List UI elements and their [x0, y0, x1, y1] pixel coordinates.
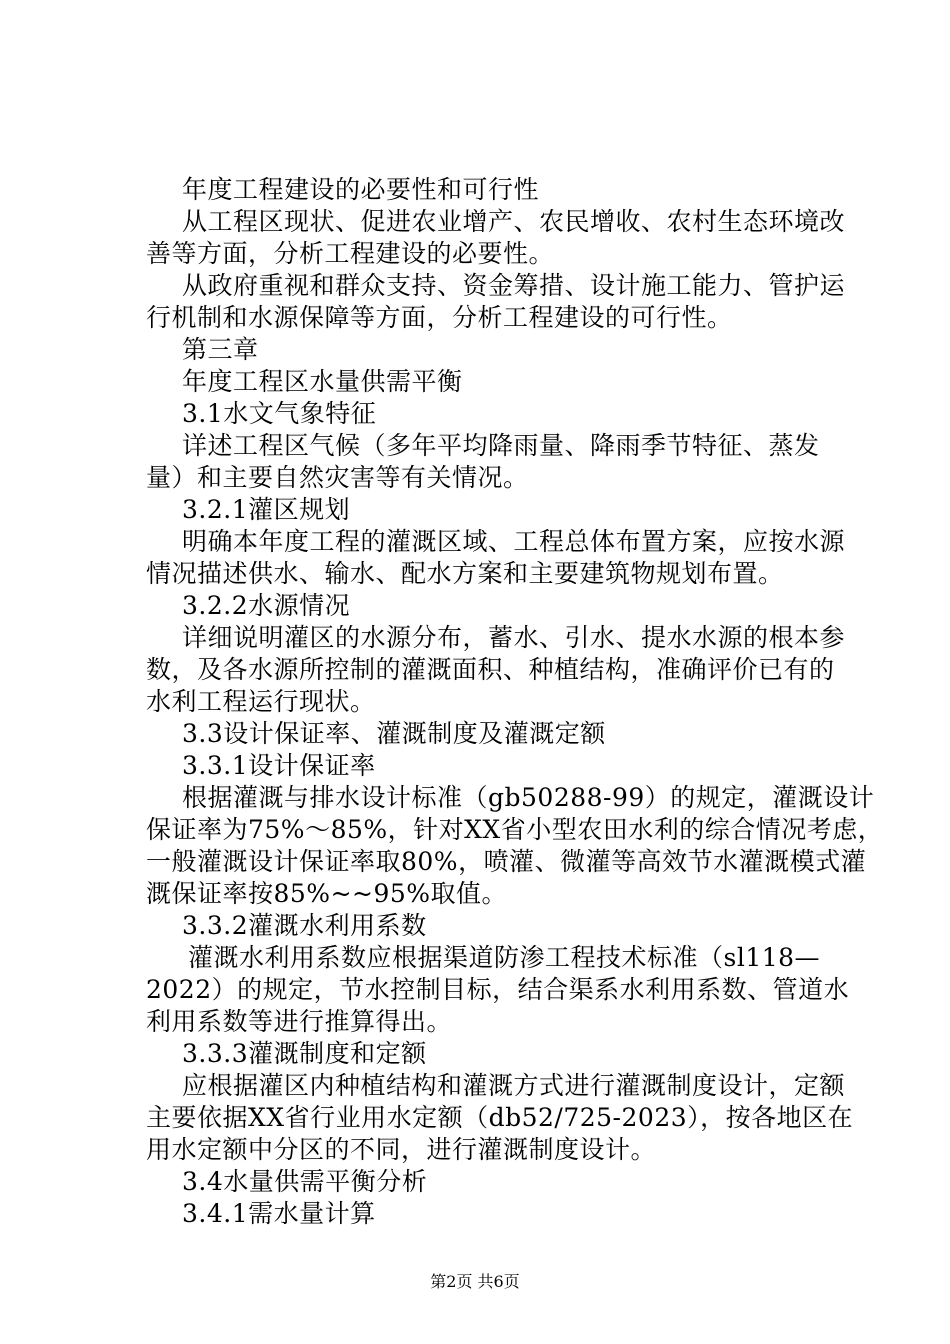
paragraph-line: 详细说明灌区的水源分布，蓄水、引水、提水水源的根本参 [182, 623, 846, 652]
section-heading: 年度工程建设的必要性和可行性 [182, 175, 540, 204]
paragraph-line: 从工程区现状、促进农业增产、农民增收、农村生态环境改 [182, 207, 846, 236]
paragraph-line: 量）和主要自然灾害等有关情况。 [146, 463, 529, 492]
section-heading: 3.3.3灌溉制度和定额 [182, 1039, 427, 1068]
paragraph-line: 溉保证率按85%~~95%取值。 [146, 879, 508, 908]
section-heading: 3.2.1灌区规划 [182, 495, 351, 524]
paragraph-line: 保证率为75%～85%，针对XX省小型农田水利的综合情况考虑， [146, 815, 884, 844]
paragraph-line: 水利工程运行现状。 [146, 687, 376, 716]
paragraph-line: 主要依据XX省行业用水定额（db52/725-2023），按各地区在 [146, 1103, 854, 1132]
paragraph-line: 根据灌溉与排水设计标准（gb50288-99）的规定，灌溉设计 [182, 783, 875, 812]
section-heading: 3.3设计保证率、灌溉制度及灌溉定额 [182, 719, 606, 748]
section-heading: 3.4.1需水量计算 [182, 1199, 376, 1228]
paragraph-line: 详述工程区气候（多年平均降雨量、降雨季节特征、蒸发 [182, 431, 820, 460]
paragraph-line: 行机制和水源保障等方面，分析工程建设的可行性。 [146, 303, 733, 332]
paragraph-line: 一般灌溉设计保证率取80%，喷灌、微灌等高效节水灌溉模式灌 [146, 847, 867, 876]
paragraph-line: 明确本年度工程的灌溉区域、工程总体布置方案，应按水源 [182, 527, 846, 556]
section-heading: 3.1水文气象特征 [182, 399, 377, 428]
section-heading: 3.3.1设计保证率 [182, 751, 376, 780]
section-heading: 3.2.2水源情况 [182, 591, 351, 620]
chapter-heading: 第三章 [182, 335, 259, 364]
paragraph-line: 用水定额中分区的不同，进行灌溉制度设计。 [146, 1135, 657, 1164]
paragraph-line: 善等方面，分析工程建设的必要性。 [146, 239, 555, 268]
paragraph-line: 应根据灌区内种植结构和灌溉方式进行灌溉制度设计，定额 [182, 1071, 846, 1100]
paragraph-line: 2022）的规定，节水控制目标，结合渠系水利用系数、管道水 [146, 975, 850, 1004]
paragraph-line: 从政府重视和群众支持、资金筹措、设计施工能力、管护运 [182, 271, 846, 300]
page-number-footer: 第2页 共6页 [430, 1272, 520, 1291]
paragraph-line: 情况描述供水、输水、配水方案和主要建筑物规划布置。 [146, 559, 784, 588]
paragraph-line: 数，及各水源所控制的灌溉面积、种植结构，准确评价已有的 [146, 655, 835, 684]
section-heading: 3.3.2灌溉水利用系数 [182, 911, 427, 940]
chapter-title: 年度工程区水量供需平衡 [182, 367, 463, 396]
paragraph-line: 利用系数等进行推算得出。 [146, 1007, 453, 1036]
paragraph-line: 灌溉水利用系数应根据渠道防渗工程技术标准（sl118— [188, 943, 821, 972]
section-heading: 3.4水量供需平衡分析 [182, 1167, 428, 1196]
